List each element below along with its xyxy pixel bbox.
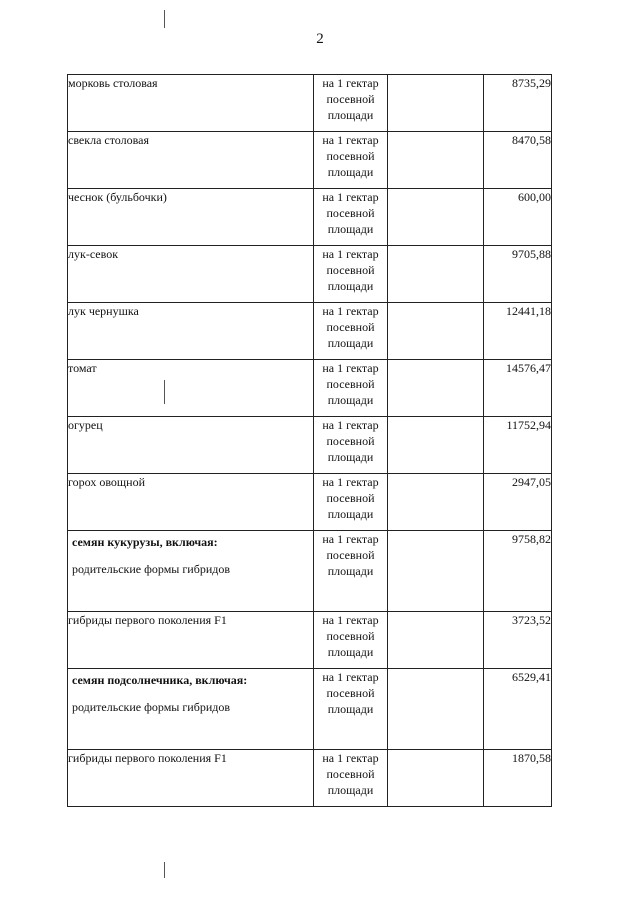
empty-cell <box>388 750 484 807</box>
crop-name: чеснок (бульбочки) <box>68 189 314 246</box>
empty-cell <box>388 474 484 531</box>
empty-cell <box>388 612 484 669</box>
unit-cell <box>314 189 388 246</box>
group-heading-corn: семян кукурузы, включая: <box>72 535 218 549</box>
table-row <box>68 417 552 474</box>
rate-value: 3723,52 <box>484 612 552 669</box>
unit-cell <box>314 360 388 417</box>
empty-cell <box>388 669 484 750</box>
unit-cell <box>314 132 388 189</box>
unit-line: посевной <box>326 263 375 277</box>
unit-line: площади <box>327 336 374 350</box>
unit-cell <box>314 669 388 750</box>
unit-line: площади <box>327 645 374 659</box>
crop-name: лук чернушка <box>68 303 314 360</box>
binding-mark-bottom <box>164 862 165 878</box>
table-row <box>68 75 552 132</box>
crop-name: горох овощной <box>68 474 314 531</box>
unit-line: площади <box>327 165 374 179</box>
unit-line: посевной <box>326 320 375 334</box>
crop-name: гибриды первого поколения F1 <box>68 612 314 669</box>
rate-value: 1870,58 <box>484 750 552 807</box>
unit-line: площади <box>327 702 374 716</box>
crop-name: свекла столовая <box>68 132 314 189</box>
unit-line: посевной <box>326 686 375 700</box>
empty-cell <box>388 531 484 612</box>
table-row <box>68 189 552 246</box>
crop-name: морковь столовая <box>68 75 314 132</box>
page-number: 2 <box>316 31 324 47</box>
unit-line: на 1 гектар <box>322 613 379 627</box>
unit-line: посевной <box>326 206 375 220</box>
unit-cell <box>314 303 388 360</box>
empty-cell <box>388 303 484 360</box>
unit-line: площади <box>327 450 374 464</box>
unit-line: на 1 гектар <box>322 751 379 765</box>
rate-value: 2947,05 <box>484 474 552 531</box>
rate-value: 8470,58 <box>484 132 552 189</box>
unit-line: площади <box>327 783 374 797</box>
unit-line: площади <box>327 393 374 407</box>
unit-cell <box>314 75 388 132</box>
unit-line: на 1 гектар <box>322 133 379 147</box>
unit-line: на 1 гектар <box>322 532 379 546</box>
unit-line: площади <box>327 108 374 122</box>
unit-line: площади <box>327 279 374 293</box>
rate-value: 11752,94 <box>484 417 552 474</box>
group-heading-sunflower: семян подсолнечника, включая: <box>72 673 248 687</box>
table-row <box>68 474 552 531</box>
empty-cell <box>388 75 484 132</box>
table-row <box>68 750 552 807</box>
rate-value: 9705,88 <box>484 246 552 303</box>
table-row <box>68 303 552 360</box>
unit-line: на 1 гектар <box>322 190 379 204</box>
unit-line: на 1 гектар <box>322 475 379 489</box>
table-row <box>68 360 552 417</box>
empty-cell <box>388 132 484 189</box>
crop-name: родительские формы гибридов <box>72 562 231 576</box>
unit-line: площади <box>327 564 374 578</box>
crop-group-cell <box>68 531 314 612</box>
unit-line: на 1 гектар <box>322 361 379 375</box>
rate-value: 12441,18 <box>484 303 552 360</box>
crop-name: томат <box>68 360 314 417</box>
crop-name: родительские формы гибридов <box>72 700 231 714</box>
crop-group-cell <box>68 669 314 750</box>
table-row-group-sunflower <box>68 669 552 750</box>
unit-line: посевной <box>326 377 375 391</box>
rates-table <box>67 74 552 807</box>
table-row <box>68 246 552 303</box>
empty-cell <box>388 417 484 474</box>
unit-line: посевной <box>326 434 375 448</box>
binding-mark-top <box>164 10 165 28</box>
unit-line: посевной <box>326 767 375 781</box>
unit-line: посевной <box>326 548 375 562</box>
rate-value: 6529,41 <box>484 669 552 750</box>
unit-line: на 1 гектар <box>322 418 379 432</box>
unit-line: посевной <box>326 92 375 106</box>
unit-line: на 1 гектар <box>322 247 379 261</box>
crop-name: огурец <box>68 417 314 474</box>
unit-cell <box>314 246 388 303</box>
unit-line: на 1 гектар <box>322 670 379 684</box>
rate-value: 14576,47 <box>484 360 552 417</box>
unit-cell <box>314 531 388 612</box>
rate-value: 9758,82 <box>484 531 552 612</box>
unit-cell <box>314 474 388 531</box>
unit-line: на 1 гектар <box>322 304 379 318</box>
crop-name: лук-севок <box>68 246 314 303</box>
empty-cell <box>388 246 484 303</box>
unit-line: площади <box>327 222 374 236</box>
crop-name: гибриды первого поколения F1 <box>68 750 314 807</box>
unit-cell <box>314 750 388 807</box>
empty-cell <box>388 189 484 246</box>
empty-cell <box>388 360 484 417</box>
unit-cell <box>314 612 388 669</box>
unit-line: посевной <box>326 491 375 505</box>
unit-line: посевной <box>326 149 375 163</box>
rate-value: 8735,29 <box>484 75 552 132</box>
unit-line: площади <box>327 507 374 521</box>
unit-line: посевной <box>326 629 375 643</box>
table-row <box>68 612 552 669</box>
rate-value: 600,00 <box>484 189 552 246</box>
unit-line: на 1 гектар <box>322 76 379 90</box>
unit-cell <box>314 417 388 474</box>
table-row-group-corn <box>68 531 552 612</box>
table-row <box>68 132 552 189</box>
